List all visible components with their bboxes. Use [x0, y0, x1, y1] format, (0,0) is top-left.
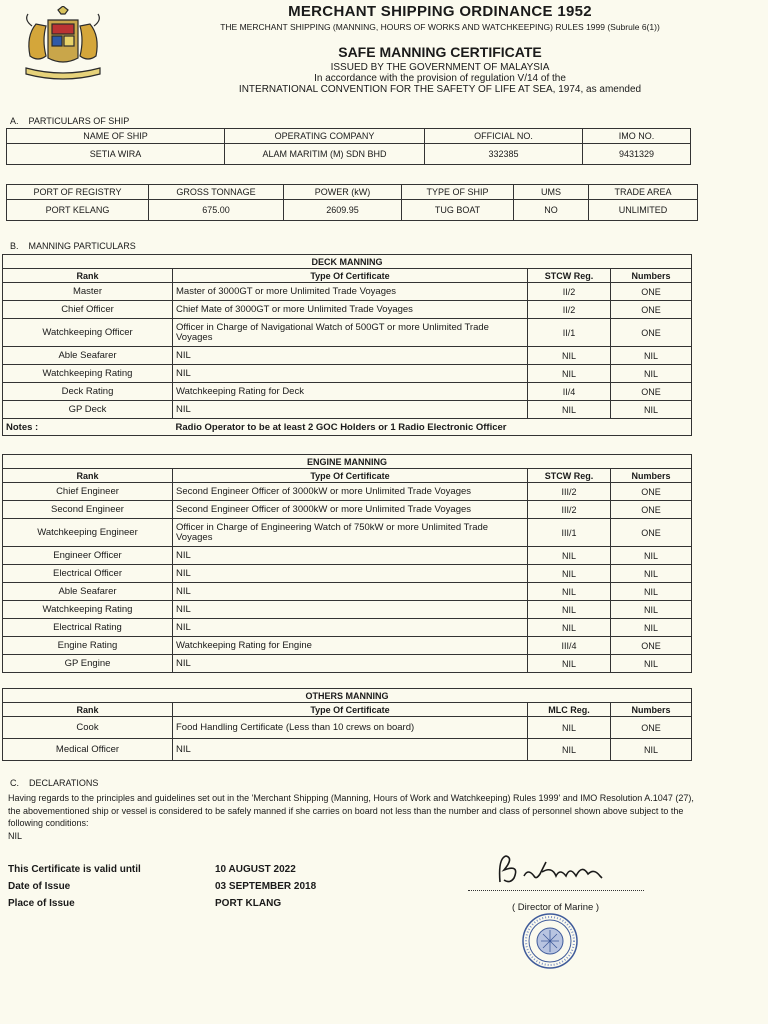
table-row	[3, 717, 692, 739]
table-row	[3, 283, 692, 301]
numbers-cell: ONE	[611, 319, 692, 347]
official-no: 332385	[425, 144, 583, 165]
header-cell: TRADE AREA	[589, 185, 698, 200]
type-of-ship: TUG BOAT	[402, 200, 514, 221]
ship-table-header-row	[7, 129, 691, 144]
certificate-cell: Second Engineer Officer of 3000kW or more Unlimited Trade Voyages	[173, 501, 528, 519]
certificate-cell: NIL	[173, 655, 528, 673]
regulation-cell: NIL	[528, 565, 611, 583]
rank-cell: GP Engine	[3, 655, 173, 673]
regulation-cell: III/1	[528, 519, 611, 547]
ship-table-value-row	[7, 144, 691, 165]
numbers-cell: ONE	[611, 383, 692, 401]
regulation-cell: III/2	[528, 483, 611, 501]
engine-header-row	[3, 469, 692, 483]
regulation-cell: II/2	[528, 301, 611, 319]
certificate-cell: NIL	[173, 565, 528, 583]
rank-cell: Deck Rating	[3, 383, 173, 401]
header-cell: OPERATING COMPANY	[225, 129, 425, 144]
ordinance-title: MERCHANT SHIPPING ORDINANCE 1952	[288, 3, 592, 20]
numbers-cell: ONE	[611, 483, 692, 501]
table-row	[3, 619, 692, 637]
section-a-label: A.	[10, 116, 19, 126]
deck-manning-table	[2, 254, 692, 436]
regulation-cell: II/1	[528, 319, 611, 347]
certificate-cell: Chief Mate of 3000GT or more Unlimited Trade Voyages	[173, 301, 528, 319]
signature-scribble	[490, 848, 630, 890]
certificate-cell: NIL	[173, 365, 528, 383]
certificate-cell: NIL	[173, 601, 528, 619]
port-of-registry: PORT KELANG	[7, 200, 149, 221]
header-cell: Type Of Certificate	[173, 269, 528, 283]
regulation-cell: NIL	[528, 717, 611, 739]
certificate-cell: Watchkeeping Rating for Deck	[173, 383, 528, 401]
rank-cell: Able Seafarer	[3, 347, 173, 365]
table-row	[3, 547, 692, 565]
power-kw: 2609.95	[284, 200, 402, 221]
section-a-heading	[10, 116, 129, 126]
rank-cell: Master	[3, 283, 173, 301]
table-row	[3, 583, 692, 601]
table-row	[3, 483, 692, 501]
table-row	[3, 637, 692, 655]
numbers-cell: NIL	[611, 655, 692, 673]
numbers-cell: NIL	[611, 547, 692, 565]
certificate-cell: Watchkeeping Rating for Engine	[173, 637, 528, 655]
certificate-cell: NIL	[173, 401, 528, 419]
regulation-cell: NIL	[528, 547, 611, 565]
certificate-cell: Master of 3000GT or more Unlimited Trade Voyages	[173, 283, 528, 301]
numbers-cell: ONE	[611, 717, 692, 739]
director-of-marine: ( Director of Marine )	[512, 902, 600, 913]
regulation-cell: NIL	[528, 347, 611, 365]
issuer-block	[120, 62, 760, 95]
numbers-cell: NIL	[611, 401, 692, 419]
regulation-cell: II/4	[528, 383, 611, 401]
operating-company: ALAM MARITIM (M) SDN BHD	[225, 144, 425, 165]
imo-no: 9431329	[583, 144, 691, 165]
section-c-title: DECLARATIONS	[29, 778, 99, 788]
deck-header-row	[3, 269, 692, 283]
section-c-label: C.	[10, 778, 19, 788]
numbers-cell: ONE	[611, 501, 692, 519]
deck-manning-title: DECK MANNING	[3, 255, 692, 269]
regulation-cell: NIL	[528, 655, 611, 673]
header-cell: MLC Reg.	[528, 703, 611, 717]
rank-cell: Engine Rating	[3, 637, 173, 655]
table-row	[3, 347, 692, 365]
coat-of-arms-logo	[8, 6, 118, 84]
issued-by: ISSUED BY THE GOVERNMENT OF MALAYSIA	[330, 62, 550, 73]
section-b-title: MANNING PARTICULARS	[28, 241, 136, 251]
header-cell: Rank	[3, 469, 173, 483]
rank-cell: Watchkeeping Rating	[3, 601, 173, 619]
rank-cell: Chief Engineer	[3, 483, 173, 501]
table-row	[3, 601, 692, 619]
section-a-title: PARTICULARS OF SHIP	[28, 116, 130, 126]
table-row	[3, 739, 692, 761]
numbers-cell: NIL	[611, 739, 692, 761]
table-row	[3, 319, 692, 347]
section-b-label: B.	[10, 241, 19, 251]
engine-manning-table	[2, 454, 692, 673]
header-cell: Type Of Certificate	[173, 469, 528, 483]
header-cell: UMS	[514, 185, 589, 200]
rank-cell: Second Engineer	[3, 501, 173, 519]
place-of-issue-label: Place of Issue	[8, 898, 75, 909]
rules-subtitle: THE MERCHANT SHIPPING (MANNING, HOURS OF WORKS AND WATCHKEEPING) RULES 1999 (Subrule 6(1))	[220, 22, 660, 32]
certificate-cell: Officer in Charge of Navigational Watch of 500GT or more Unlimited Trade Voyages	[173, 319, 528, 347]
ums: NO	[514, 200, 589, 221]
header-cell: GROSS TONNAGE	[149, 185, 284, 200]
rank-cell: Watchkeeping Officer	[3, 319, 173, 347]
others-manning-table	[2, 688, 692, 761]
table-row	[3, 365, 692, 383]
header-cell: Numbers	[611, 703, 692, 717]
header-cell: NAME OF SHIP	[7, 129, 225, 144]
rank-cell: Able Seafarer	[3, 583, 173, 601]
registry-value-row	[7, 200, 698, 221]
gross-tonnage: 675.00	[149, 200, 284, 221]
provision-line: In accordance with the provision of regulation V/14 of the	[314, 73, 566, 84]
table-row	[3, 565, 692, 583]
notes-row	[3, 419, 692, 436]
official-seal-stamp	[521, 912, 579, 970]
certificate-cell: Officer in Charge of Engineering Watch of 750kW or more Unlimited Trade Voyages	[173, 519, 528, 547]
header-cell: Numbers	[611, 469, 692, 483]
rank-cell: Watchkeeping Engineer	[3, 519, 173, 547]
registry-header-row	[7, 185, 698, 200]
header-cell: TYPE OF SHIP	[402, 185, 514, 200]
header-cell: STCW Reg.	[528, 269, 611, 283]
convention-line: INTERNATIONAL CONVENTION FOR THE SAFETY OF LIFE AT SEA, 1974, as amended	[238, 84, 642, 95]
regulation-cell: III/2	[528, 501, 611, 519]
others-header-row	[3, 703, 692, 717]
regulation-cell: II/2	[528, 283, 611, 301]
ship-name: SETIA WIRA	[7, 144, 225, 165]
declaration-text	[8, 792, 698, 842]
regulation-cell: NIL	[528, 601, 611, 619]
table-row	[3, 501, 692, 519]
table-row	[3, 301, 692, 319]
certificate-cell: NIL	[173, 347, 528, 365]
declaration-conditions: NIL	[8, 830, 23, 841]
numbers-cell: ONE	[611, 283, 692, 301]
certificate-title: SAFE MANNING CERTIFICATE	[338, 44, 542, 60]
others-title-row	[3, 689, 692, 703]
deck-title-row	[3, 255, 692, 269]
certificate-cell: NIL	[173, 547, 528, 565]
registry-table	[6, 184, 698, 221]
signature-line	[468, 890, 644, 891]
notes-label: Notes :	[3, 419, 173, 436]
header-cell: PORT OF REGISTRY	[7, 185, 149, 200]
regulation-cell: NIL	[528, 583, 611, 601]
numbers-cell: ONE	[611, 637, 692, 655]
header-cell: OFFICIAL NO.	[425, 129, 583, 144]
numbers-cell: NIL	[611, 347, 692, 365]
table-row	[3, 519, 692, 547]
table-row	[3, 383, 692, 401]
certificate-cell: NIL	[173, 739, 528, 761]
table-row	[3, 401, 692, 419]
rank-cell: Chief Officer	[3, 301, 173, 319]
certificate-cell: Second Engineer Officer of 3000kW or more Unlimited Trade Voyages	[173, 483, 528, 501]
notes-text: Radio Operator to be at least 2 GOC Holders or 1 Radio Electronic Officer	[173, 419, 692, 436]
numbers-cell: NIL	[611, 583, 692, 601]
rank-cell: GP Deck	[3, 401, 173, 419]
header-cell: STCW Reg.	[528, 469, 611, 483]
rank-cell: Watchkeeping Rating	[3, 365, 173, 383]
regulation-cell: NIL	[528, 401, 611, 419]
header-cell: Type Of Certificate	[173, 703, 528, 717]
header-cell: POWER (kW)	[284, 185, 402, 200]
certificate-cell: NIL	[173, 619, 528, 637]
numbers-cell: NIL	[611, 565, 692, 583]
place-of-issue-value: PORT KLANG	[215, 898, 282, 909]
valid-until-value: 10 AUGUST 2022	[215, 864, 296, 875]
rank-cell: Engineer Officer	[3, 547, 173, 565]
rank-cell: Electrical Rating	[3, 619, 173, 637]
others-manning-title: OTHERS MANNING	[3, 689, 692, 703]
regulation-cell: NIL	[528, 365, 611, 383]
numbers-cell: ONE	[611, 519, 692, 547]
rank-cell: Cook	[3, 717, 173, 739]
issue-date-value: 03 SEPTEMBER 2018	[215, 881, 317, 892]
trade-area: UNLIMITED	[589, 200, 698, 221]
certificate-cell: NIL	[173, 583, 528, 601]
header-cell: IMO NO.	[583, 129, 691, 144]
numbers-cell: NIL	[611, 365, 692, 383]
engine-title-row	[3, 455, 692, 469]
certificate-cell: Food Handling Certificate (Less than 10 crews on board)	[173, 717, 528, 739]
engine-manning-title: ENGINE MANNING	[3, 455, 692, 469]
header-cell: Rank	[3, 269, 173, 283]
declaration-paragraph: Having regards to the principles and guidelines set out in the 'Merchant Shipping (Manning, Hours of Work and Watchkeeping) Rules 1999' and IMO Resolution A.1047 (27), the abovementioned ship or vessel is considered to be safely manned if she carries on board not less than the number and class of personnel shown above subject to the following conditions:	[8, 793, 694, 828]
numbers-cell: ONE	[611, 301, 692, 319]
numbers-cell: NIL	[611, 601, 692, 619]
ship-particulars-table	[6, 128, 691, 165]
rank-cell: Electrical Officer	[3, 565, 173, 583]
section-b-heading	[10, 241, 136, 251]
valid-until-label: This Certificate is valid until	[8, 864, 141, 875]
section-c-heading	[10, 778, 98, 788]
rank-cell: Medical Officer	[3, 739, 173, 761]
issue-date-label: Date of Issue	[8, 881, 71, 892]
header-cell: Rank	[3, 703, 173, 717]
header-cell: Numbers	[611, 269, 692, 283]
regulation-cell: NIL	[528, 739, 611, 761]
regulation-cell: NIL	[528, 619, 611, 637]
regulation-cell: III/4	[528, 637, 611, 655]
table-row	[3, 655, 692, 673]
numbers-cell: NIL	[611, 619, 692, 637]
